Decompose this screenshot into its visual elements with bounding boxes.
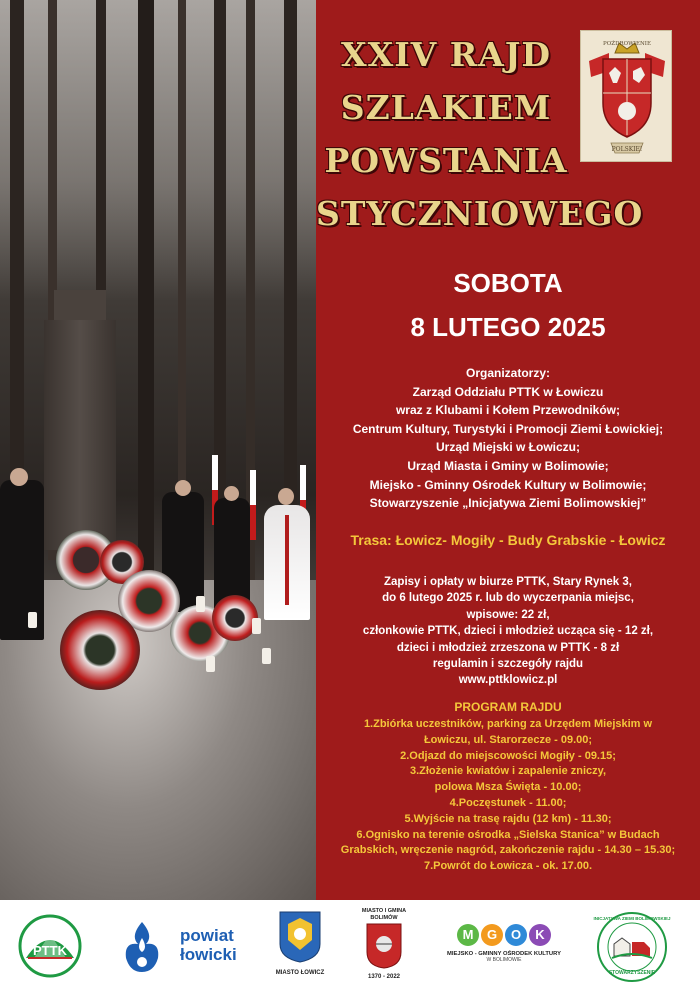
lowicz-crest-icon	[278, 910, 322, 964]
uprising-emblem	[580, 30, 672, 162]
sponsor-logos	[0, 900, 700, 990]
organizer-line: Stowarzyszenie „Inicjatywa Ziemi Bolimowskiej”	[369, 496, 647, 511]
program-item: polowa Msza Święta - 10.00;	[434, 781, 582, 794]
title-line: SZLAKIEM	[340, 88, 552, 127]
title-line: XXIV RAJD	[341, 35, 551, 74]
bolimow-top-text	[354, 908, 414, 922]
organizers-heading: Organizatorzy:	[465, 366, 550, 380]
info-panel	[316, 0, 700, 900]
info-line: członkowie PTTK, dzieci i młodzież ucząca się - 12 zł,	[362, 625, 654, 638]
guard-head	[10, 468, 28, 486]
mgok-letter-g: G	[481, 924, 503, 946]
event-date: 8 LUTEGO 2025	[410, 312, 606, 342]
program-item: 3.Złożenie kwiatów i zapalenie zniczy,	[409, 765, 607, 778]
pttk-emblem-icon	[16, 914, 84, 978]
organizer-line: Centrum Kultury, Turystyki i Promocji Ziemi Łowickiej;	[352, 421, 664, 436]
program-item: Grabskich, wręczenie nagród, zakończenie rajdu - 14.30 – 15.30;	[340, 844, 676, 857]
archangel-icon	[618, 102, 636, 120]
memorial-candle	[252, 618, 261, 634]
route-info: Trasa: Łowicz- Mogiły - Budy Grabskie - Łowicz	[350, 532, 666, 548]
program-item: 4.Poczęstunek - 11.00;	[449, 796, 567, 809]
guard-head	[175, 480, 191, 496]
flower-wreath	[212, 595, 258, 641]
bolimow-top2: BOLIMÓW	[370, 915, 398, 921]
pttk-logo	[16, 914, 84, 978]
memorial-candle	[206, 656, 215, 672]
flag	[250, 470, 256, 540]
program-item: 6.Ognisko na terenie ośrodka „Sielska Stanica” w Budach	[356, 828, 660, 841]
emblem-text-top: POŻDROWIENIE	[603, 41, 651, 47]
website-link[interactable]: www.pttklowicz.pl	[458, 674, 558, 687]
stowarzyszenie-logo	[592, 910, 672, 984]
mgok-letter-k: K	[529, 924, 551, 946]
info-line: dzieci i młodzież zrzeszona w PTTK - 8 zł	[396, 641, 620, 654]
mgok-letters	[444, 924, 564, 946]
program-item: 7.Powrót do Łowicza - ok. 17.00.	[423, 860, 593, 873]
bolimow-top1: MIASTO I GMINA	[361, 908, 407, 914]
mgok-logo	[444, 924, 564, 974]
registration-info	[316, 574, 700, 689]
guard-person	[214, 498, 250, 610]
miasto-lowicz-text: MIASTO ŁOWICZ	[275, 970, 325, 976]
organizer-line: wraz z Klubami i Kołem Przewodników;	[395, 403, 621, 418]
powiat-logo-text	[180, 926, 250, 970]
program-heading: PROGRAM RAJDU	[454, 700, 562, 714]
title-line: STYCZNIOWEGO	[316, 194, 644, 233]
mgok-letter-o: O	[505, 924, 527, 946]
event-photo	[0, 0, 316, 900]
powiat-line1: powiat	[180, 926, 234, 945]
mgok-subtitle2: W BOLIMOWIE	[486, 957, 522, 963]
processional-cross	[285, 515, 289, 605]
info-line: Zapisy i opłaty w biurze PTTK, Stary Rynek 3,	[384, 576, 632, 588]
emblem-text-bottom: POLSKIE!	[611, 146, 643, 153]
event-day: SOBOTA	[453, 268, 563, 298]
organizers-section	[316, 364, 700, 513]
title-line: POWSTANIA	[324, 141, 568, 180]
powiat-flame-icon	[116, 918, 168, 976]
guard-head	[224, 486, 239, 501]
pttk-text: PTTK	[33, 943, 67, 958]
stowarzyszenie-ring-text: INICJATYWA ZIEMI BOLIMOWSKIEJ	[593, 916, 671, 921]
organizer-line: Urząd Miasta i Gminy w Bolimowie;	[407, 458, 609, 473]
program-item: 5.Wyjście na trasę rajdu (12 km) - 11.30;	[404, 812, 612, 825]
info-line: regulamin i szczegóły rajdu	[432, 658, 584, 671]
organizer-line: Zarząd Oddziału PTTK w Łowiczu	[412, 384, 604, 399]
stowarzyszenie-bottom-text: STOWARZYSZENIE	[608, 970, 656, 976]
program-item: 2.Odjazd do miejscowości Mogiły - 09.15;	[400, 749, 616, 762]
memorial-candle	[262, 648, 271, 664]
powiat-line2: łowicki	[180, 945, 237, 964]
bolimow-crest-icon	[365, 922, 403, 970]
mgok-subtitle: MIEJSKO - GMINNY OŚRODEK KULTURY	[447, 951, 561, 957]
memorial-candle	[28, 612, 37, 628]
emblem-graphic	[581, 31, 673, 163]
bolimow-years: 1370 - 2022	[367, 974, 401, 980]
memorial-candle	[196, 596, 205, 612]
powiat-logo-mark	[116, 918, 168, 976]
bolimow-logo	[354, 908, 414, 988]
monument	[44, 320, 116, 550]
program-list	[316, 717, 700, 875]
miasto-lowicz-logo	[274, 910, 326, 986]
program-item: Łowiczu, ul. Starorzecze - 09.00;	[423, 733, 593, 746]
flower-wreath	[60, 610, 140, 690]
guard-person	[0, 480, 44, 640]
info-line: do 6 lutego 2025 r. lub do wyczerpania miejsc,	[382, 592, 634, 605]
priest-head	[278, 488, 294, 505]
organizer-line: Urząd Miejski w Łowiczu;	[435, 440, 581, 455]
tree-trunk	[138, 0, 154, 640]
info-line: wpisowe: 22 zł,	[466, 608, 550, 621]
program-item: 1.Zbiórka uczestników, parking za Urzędem Miejskim w	[363, 718, 653, 730]
mgok-letter-m: M	[457, 924, 479, 946]
organizer-line: Miejsko - Gminny Ośrodek Kultury w Bolimowie;	[369, 477, 647, 492]
